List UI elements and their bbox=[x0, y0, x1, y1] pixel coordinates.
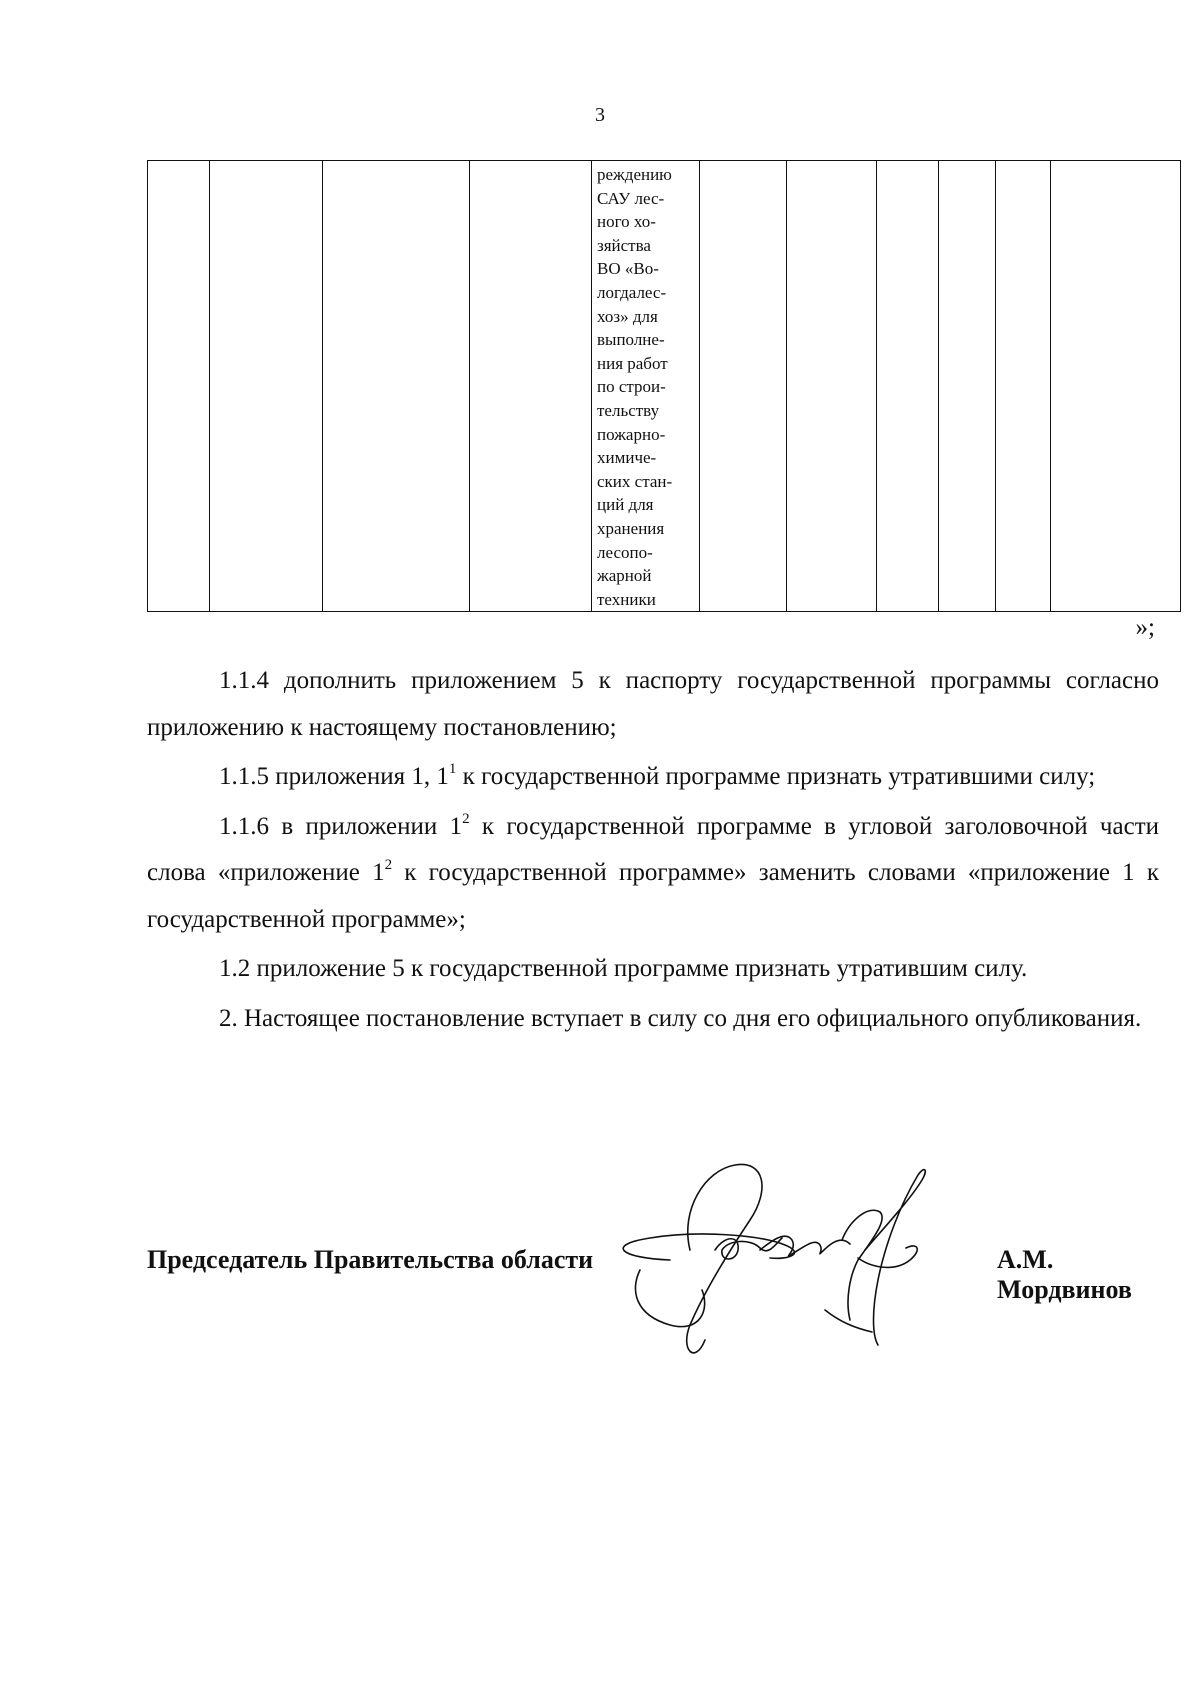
table-cell bbox=[996, 161, 1051, 612]
cell-line: химиче- bbox=[597, 448, 657, 468]
paragraph-2 bbox=[147, 996, 1159, 1043]
cell-line: по строи- bbox=[597, 377, 666, 397]
cell-line: выполне- bbox=[597, 330, 665, 350]
paragraph-text: 1.1.4 дополнить приложением 5 к паспорту государственной программы согласно приложению к настоящему постановлению; bbox=[147, 667, 1159, 741]
cell-line: техники bbox=[597, 589, 656, 609]
table-cell bbox=[939, 161, 996, 612]
paragraph-text: 1.1.5 приложения 1, 1 bbox=[219, 763, 449, 790]
cell-line: ВО «Во- bbox=[597, 259, 659, 279]
cell-line: лесопо- bbox=[597, 542, 653, 562]
paragraph-text: к государственной программе в угловой заголовочной части слова «приложение 1 bbox=[147, 812, 1160, 886]
table-cell bbox=[323, 161, 470, 612]
cell-line: тельству bbox=[597, 400, 660, 420]
table-row bbox=[148, 161, 1181, 612]
superscript: 1 bbox=[448, 761, 457, 777]
cell-line: реждению bbox=[597, 165, 672, 184]
paragraph-1-1-5 bbox=[147, 754, 1159, 801]
cell-line: САУ лес- bbox=[597, 188, 665, 208]
table-cell bbox=[1051, 161, 1181, 612]
paragraph-text: 2. Настоящее постановление вступает в силу со дня его официального опубликования. bbox=[219, 1004, 1142, 1032]
cell-line: хранения bbox=[597, 518, 665, 538]
cell-line: пожарно- bbox=[597, 424, 666, 444]
table-cell bbox=[148, 161, 210, 612]
cell-line: логдалес- bbox=[597, 282, 667, 302]
signatory-name: А.М. Мордвинов bbox=[997, 1245, 1132, 1304]
table-cell-text bbox=[592, 161, 700, 612]
table-cell bbox=[210, 161, 323, 612]
paragraph-text: к государственной программе» заменить словами «приложение 1 к государственной программе»; bbox=[147, 859, 1159, 933]
paragraph-1-1-6 bbox=[147, 804, 1159, 944]
cell-line: ций для bbox=[597, 495, 654, 515]
closing-quote: »; bbox=[1135, 614, 1155, 641]
signature-block bbox=[147, 1245, 1147, 1305]
continuation-table bbox=[147, 160, 1181, 612]
paragraph-1-2 bbox=[147, 946, 1159, 993]
superscript: 2 bbox=[462, 810, 470, 827]
document-body bbox=[147, 658, 1159, 1045]
table-cell bbox=[787, 161, 877, 612]
cell-line: ного хо- bbox=[597, 212, 656, 232]
paragraph-1-1-4 bbox=[147, 658, 1159, 751]
paragraph-text: 1.1.6 в приложении 1 bbox=[219, 812, 463, 840]
page-number: 3 bbox=[595, 104, 605, 126]
cell-line: ских стан- bbox=[597, 471, 673, 491]
cell-line: жарной bbox=[597, 566, 652, 586]
table-cell bbox=[877, 161, 939, 612]
superscript: 2 bbox=[384, 857, 393, 873]
paragraph-text: к государственной программе признать утратившими силу; bbox=[456, 763, 1096, 790]
table-cell bbox=[470, 161, 592, 612]
signatory-title: Председатель Правительства области bbox=[147, 1245, 594, 1274]
paragraph-text: 1.2 приложение 5 к государственной программе признать утратившим силу. bbox=[219, 955, 1028, 982]
table-cell bbox=[700, 161, 787, 612]
cell-line: ния работ bbox=[597, 353, 668, 373]
cell-line: зяйства bbox=[597, 235, 651, 255]
cell-line: хоз» для bbox=[597, 306, 658, 326]
